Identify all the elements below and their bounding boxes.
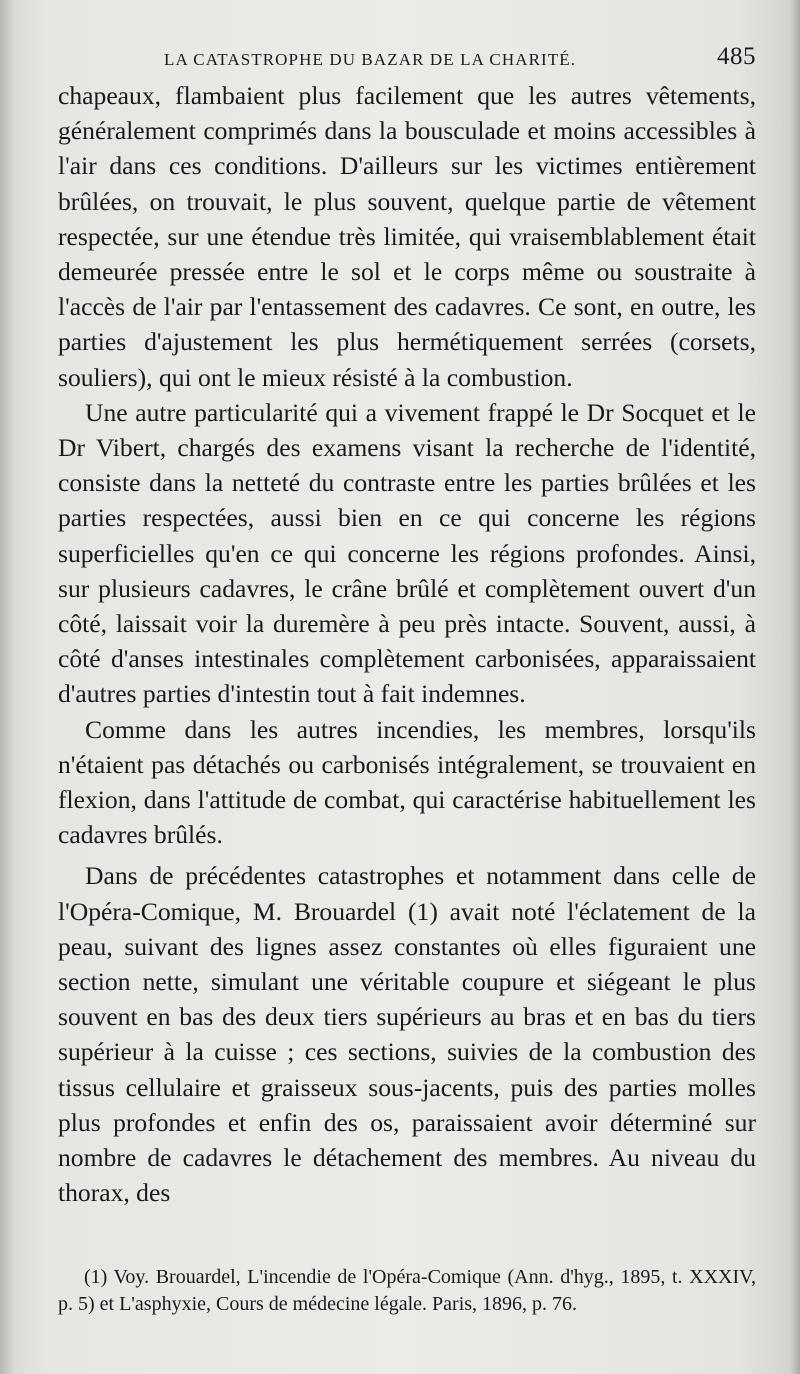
paragraph-1: chapeaux, flambaient plus facilement que les autres vêtements, généralement comprimés dans la bousculade et moins accessibles à l'air dans ces conditions. D'ailleurs sur les victimes entièrement brûlées, on trouvait, le plus souvent, quelque partie de vêtement respectée, sur une étendue très limitée, qui vraisemblablement était demeurée pressée entre le sol et le corps même ou soustraite à l'accès de l'air par l'entassement des cadavres. Ce sont, en outre, les parties d'ajustement les plus hermétiquement serrées (corsets, souliers), qui ont le mieux résisté à la combustion. <box>58 81 756 392</box>
page-number: 485 <box>717 43 756 70</box>
footnote: (1) Voy. Brouardel, L'incendie de l'Opéra-Comique (Ann. d'hyg., 1895, t. XXXIV, p. 5) et L'asphyxie, Cours de médecine légale. Paris, 1896, p. 76. <box>58 1266 756 1315</box>
paragraph-4: Dans de précédentes catastrophes et notamment dans celle de l'Opéra-Comique, M. Brouardel (1) avait noté l'éclatement de la peau, suivant des lignes assez constantes où elles figuraient une section nette, simulant une véritable coupure et siégeant le plus souvent en bas des deux tiers supérieurs au bras et en bas du tiers supérieur à la cuisse ; ces sections, suivies de la combustion des tissus cellulaire et graisseux sous-jacents, puis des parties molles plus profondes et enfin des os, paraissaient avoir déterminé sur nombre de cadavres le détachement des membres. Au niveau du thorax, des <box>58 861 756 1208</box>
running-head-title: LA CATASTROPHE DU BAZAR DE LA CHARITÉ. <box>164 50 577 69</box>
page-shadow-right <box>790 0 800 1374</box>
page-shadow-left <box>0 0 14 1374</box>
body-text <box>58 78 756 1211</box>
paragraph-3: Comme dans les autres incendies, les membres, lorsqu'ils n'étaient pas détachés ou carbonisés intégralement, se trouvaient en flexion, dans l'attitude de combat, qui caractérise habituellement les cadavres brûlés. <box>58 714 756 850</box>
paragraph-2: Une autre particularité qui a vivement frappé le Dr Socquet et le Dr Vibert, chargés des examens visant la recherche de l'identité, consiste dans la netteté du contraste entre les parties brûlées et les parties respectées, aussi bien en ce qui concerne les régions superficielles qu'en ce qui concerne les régions profondes. Ainsi, sur plusieurs cadavres, le crâne brûlé et complètement ouvert d'un côté, laissait voir la duremère à peu près intacte. Souvent, aussi, à côté d'anses intestinales complètement carbonisées, apparaissaient d'autres parties d'intestin tout à fait indemnes. <box>58 397 756 709</box>
running-head <box>58 38 756 78</box>
